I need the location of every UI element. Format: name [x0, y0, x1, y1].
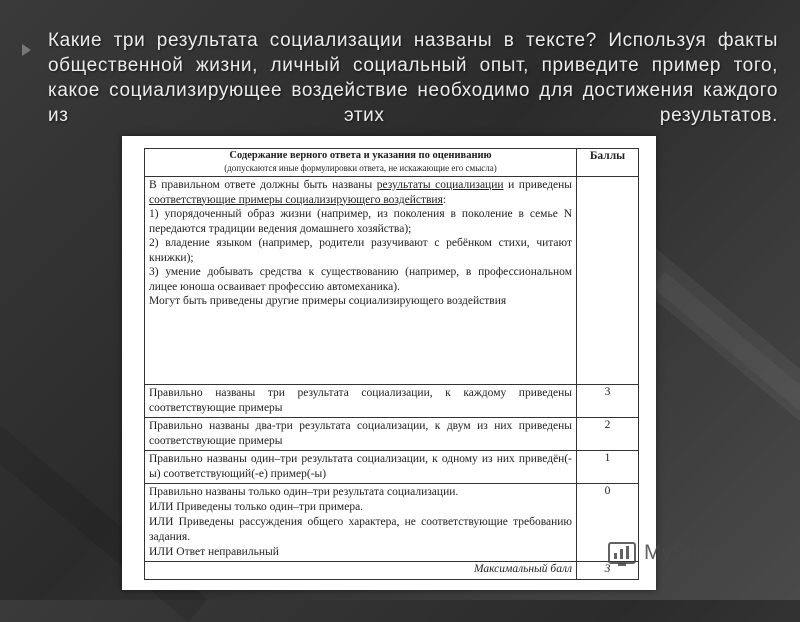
answer-points-cell	[577, 177, 639, 385]
slide-question: Какие три результата социализации названы в тексте? Используя факты общественной жизни, личный социальный опыт, приведите пример того, какое социализирующее воздействие необходимо для достижения каждого из этих результатов.	[48, 30, 778, 126]
answer-item: 3) умение добывать средства к существованию (например, в профессиональном лицее юноша осваивает профессию автомеханика).	[149, 266, 572, 293]
table-header-row	[145, 149, 639, 177]
answer-item: 2) владение языком (например, родители разучивают с ребёнком стихи, читают книжки);	[149, 237, 572, 264]
content-header-title: Содержание верного ответа и указания по оцениванию	[229, 150, 492, 161]
zero-line: ИЛИ Приведены рассуждения общего характера, не соответствующие требованию задания.	[149, 516, 572, 543]
criteria-row	[145, 418, 639, 451]
criteria-text: Правильно названы два-три результата социализации, к двум из них приведены соответствующие примеры	[145, 418, 577, 451]
criteria-text: Правильно названы три результата социализации, к каждому приведены соответствующие примеры	[145, 385, 577, 418]
watermark	[608, 538, 740, 568]
zero-line: Правильно названы только один–три результата социализации.	[149, 486, 459, 498]
answer-item: 1) упорядоченный образ жизни (например, из поколения в поколение в семье N передаются традиции ведения домашнего хозяйства);	[149, 208, 572, 235]
criteria-row	[145, 385, 639, 418]
zero-line: ИЛИ Ответ неправильный	[149, 546, 279, 558]
content-header-note: (допускаются иные формулировки ответа, не искажающие его смысла)	[224, 163, 497, 173]
criteria-row	[145, 451, 639, 484]
criteria-points: 1	[577, 451, 639, 484]
examples-link: соответствующие примеры социализирующего воздействия	[149, 193, 443, 206]
answer-row	[145, 177, 639, 385]
max-score-value: 3	[577, 562, 639, 580]
results-link: результаты социализации	[376, 179, 504, 191]
myshared-logo-icon	[608, 538, 638, 568]
zero-points-row	[145, 484, 639, 562]
zero-points: 0	[577, 484, 639, 562]
content-header	[145, 149, 577, 177]
criteria-text: Правильно названы один–три результата социализации, к одному из них приведён(-ы) соответствующий(-е) пример(-ы)	[145, 451, 577, 484]
max-score-label: Максимальный балл	[145, 562, 577, 580]
scanned-document	[122, 136, 656, 590]
max-score-row	[145, 562, 639, 580]
zero-points-content	[145, 484, 577, 562]
answer-intro: В правильном ответе должны быть названы результаты социализации и приведены соответствующие примеры социализирующего воздействия:	[149, 179, 573, 206]
answer-note: Могут быть приведены другие примеры социализирующего воздействия	[149, 295, 507, 307]
answer-content	[145, 177, 577, 385]
bullet-arrow-icon	[22, 44, 31, 56]
points-header: Баллы	[577, 149, 639, 177]
watermark-text: MyShared	[644, 541, 740, 564]
criteria-points: 2	[577, 418, 639, 451]
grading-table	[144, 148, 639, 580]
criteria-points: 3	[577, 385, 639, 418]
zero-line: ИЛИ Приведены только один–три примера.	[149, 501, 364, 513]
